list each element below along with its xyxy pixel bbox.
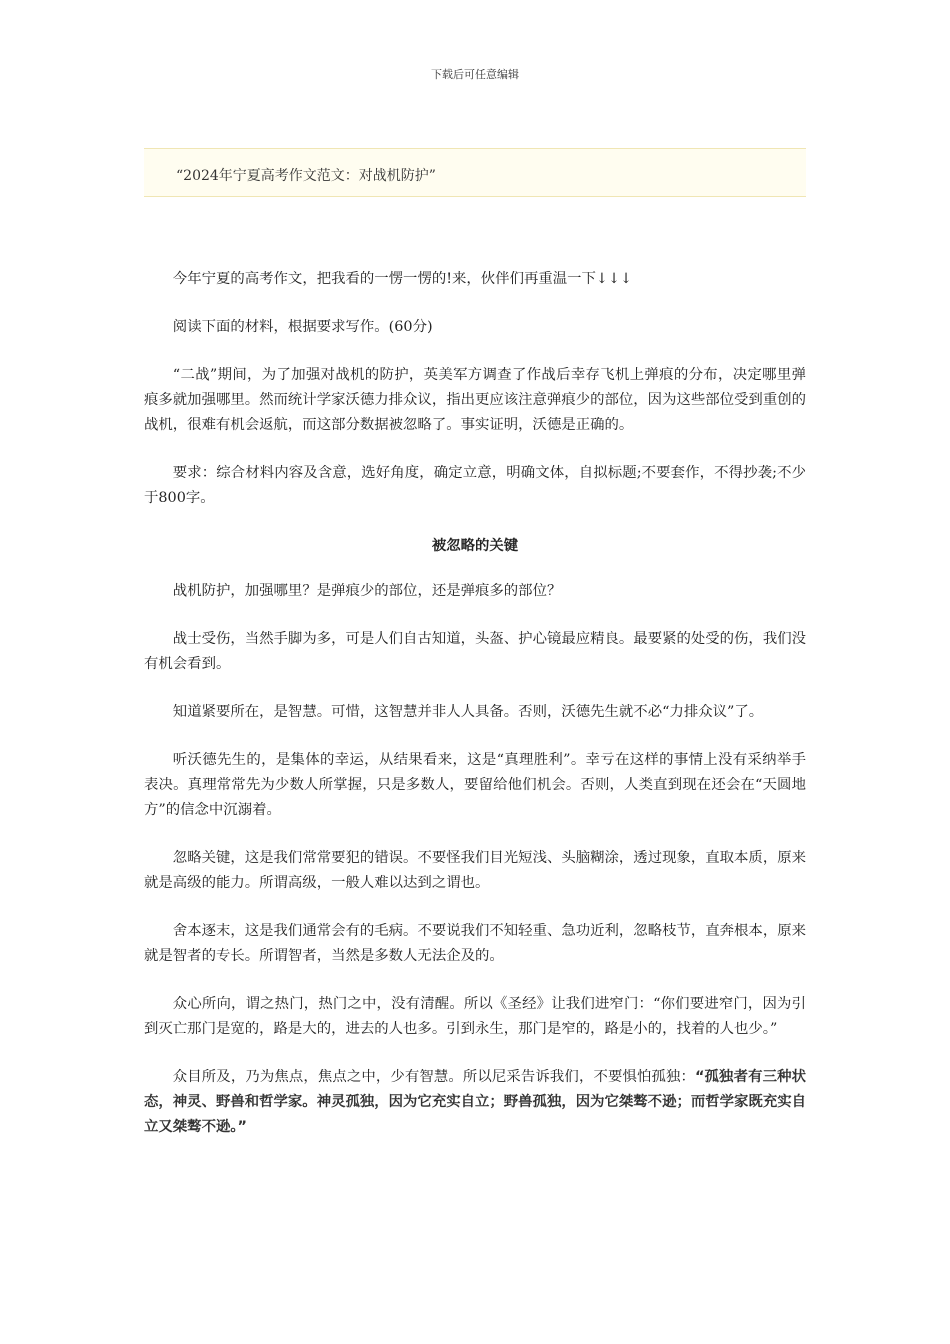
essay-paragraph: 忽略关键，这是我们常常要犯的错误。不要怪我们目光短浅、头脑糊涂，透过现象，直取本质，原来就是高级的能力。所谓高级，一般人难以达到之谓也。 (144, 850, 806, 891)
essay-paragraph: 众心所向，谓之热门，热门之中，没有清醒。所以《圣经》让我们进窄门：“你们要进窄门，因为引到灭亡那门是宽的，路是大的，进去的人也多。引到永生，那门是窄的，路是小的，找着的人也少。” (144, 996, 806, 1037)
last-paragraph-lead: 众目所及，乃为焦点，焦点之中，少有智慧。所以尼采告诉我们，不要惧怕孤独： (172, 1069, 695, 1085)
document-title: “2024年宁夏高考作文范文：对战机防护” (176, 168, 436, 184)
nietzsche-quote: “孤独者有三种状态，神灵、野兽和哲学家。神灵孤独，因为它充实自立；野兽孤独，因为它桀骜不逊；而哲学家既充实自立又桀骜不逊。” (144, 1069, 806, 1135)
essay-paragraph-last (144, 1065, 806, 1140)
material-paragraph: “二战”期间，为了加强对战机的防护，英美军方调查了作战后幸存飞机上弹痕的分布，决定哪里弹痕多就加强哪里。然而统计学家沃德力排众议，指出更应该注意弹痕少的部位，因为这些部位受到重创的战机，很难有机会返航，而这部分数据被忽略了。事实证明，沃德是正确的。 (144, 367, 806, 433)
intro-paragraph: 今年宁夏的高考作文，把我看的一愣一愣的!来，伙伴们再重温一下↓↓↓ (172, 271, 633, 287)
instruction-paragraph: 阅读下面的材料，根据要求写作。(60分) (172, 319, 433, 335)
essay-paragraph: 听沃德先生的，是集体的幸运，从结果看来，这是“真理胜利”。幸亏在这样的事情上没有采纳举手表决。真理常常先为少数人所掌握，只是多数人，要留给他们机会。否则，人类直到现在还会在“天圆地方”的信念中沉溺着。 (144, 752, 806, 818)
essay-paragraph: 知道紧要所在，是智慧。可惜，这智慧并非人人具备。否则，沃德先生就不必“力排众议”了。 (172, 704, 764, 720)
page-header-watermark: 下载后可任意编辑 (431, 68, 519, 81)
essay-paragraph: 舍本逐末，这是我们通常会有的毛病。不要说我们不知轻重、急功近利，忽略枝节，直奔根本，原来就是智者的专长。所谓智者，当然是多数人无法企及的。 (144, 923, 806, 964)
essay-title: 被忽略的关键 (431, 538, 519, 554)
requirements-paragraph: 要求：综合材料内容及含意，选好角度，确定立意，明确文体，自拟标题;不要套作，不得抄袭;不少于800字。 (144, 465, 806, 506)
document-body (144, 267, 806, 1163)
essay-paragraph: 战机防护，加强哪里？是弹痕少的部位，还是弹痕多的部位？ (172, 583, 562, 599)
essay-paragraph: 战士受伤，当然手脚为多，可是人们自古知道，头盔、护心镜最应精良。最要紧的处受的伤，我们没有机会看到。 (144, 631, 806, 672)
title-box (144, 148, 806, 197)
